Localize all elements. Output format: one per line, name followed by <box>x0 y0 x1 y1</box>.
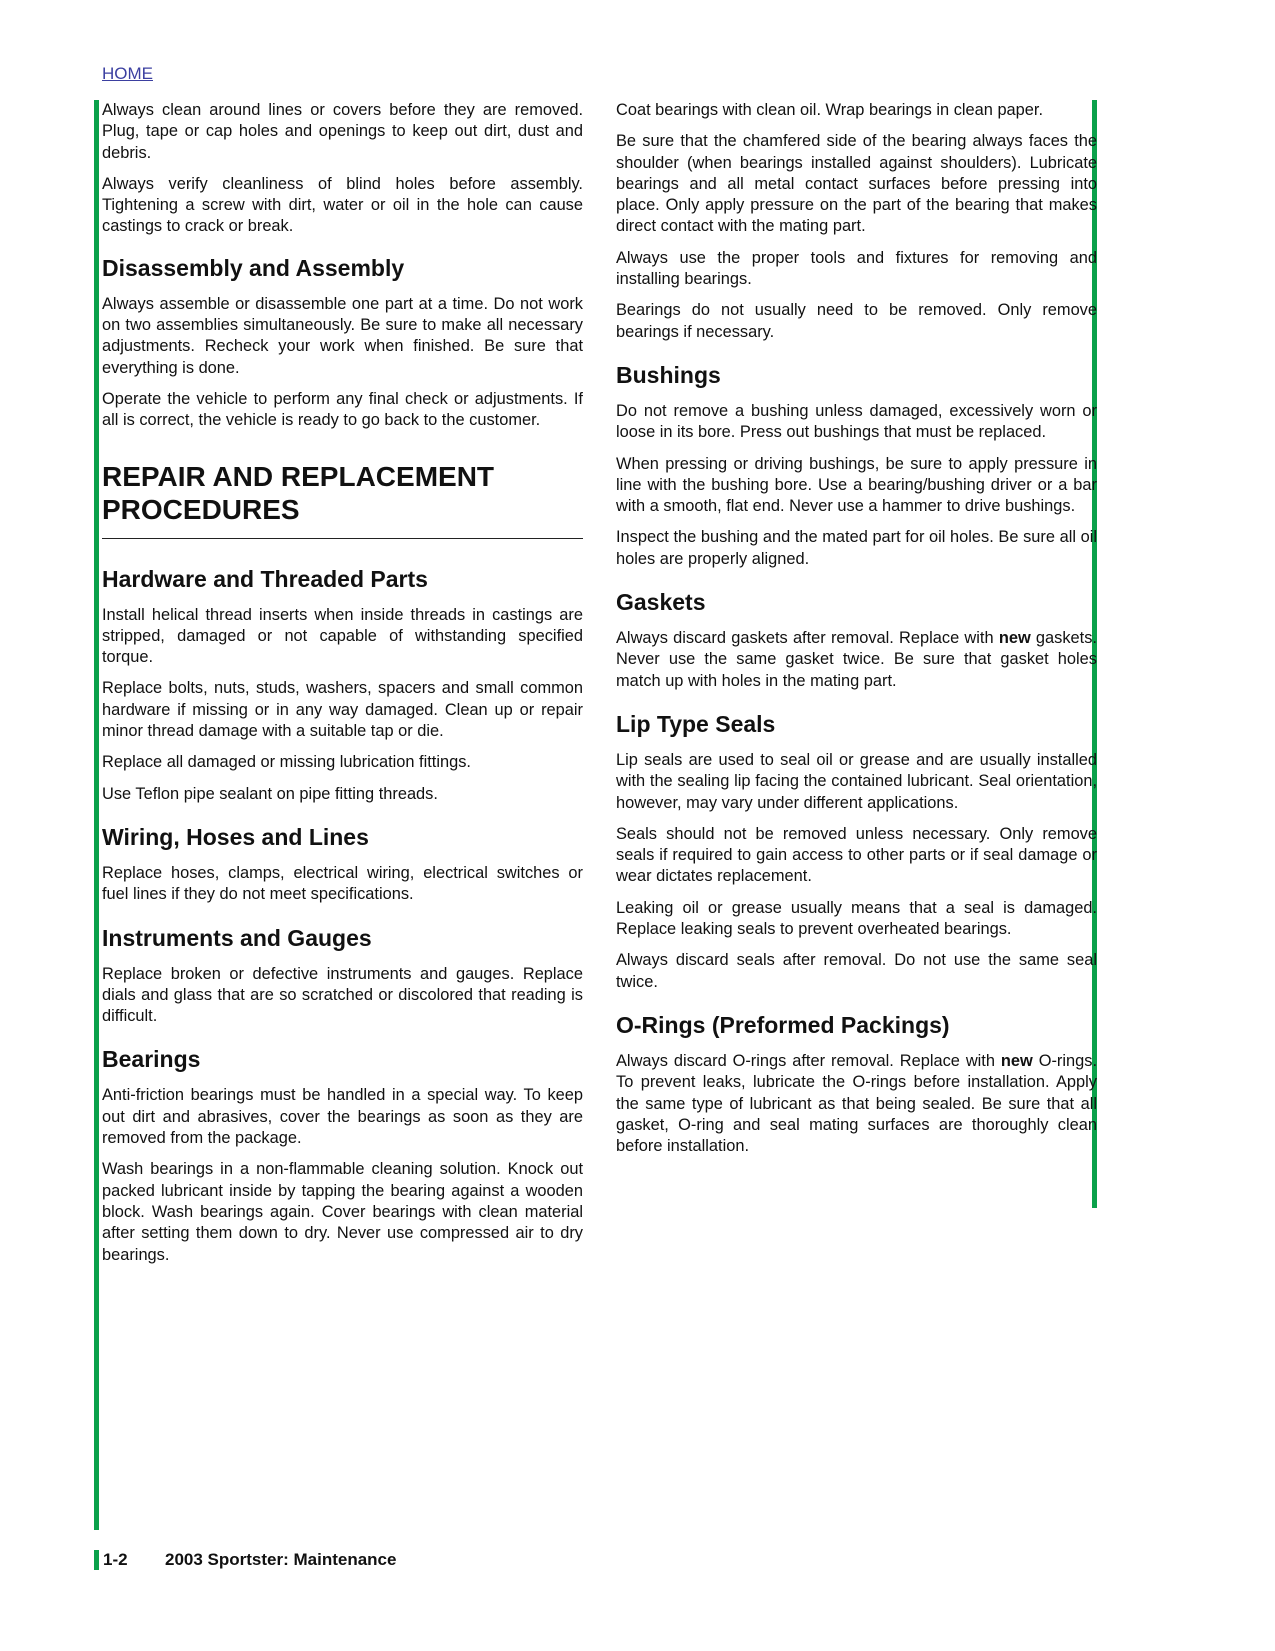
section-heading-lip-seals: Lip Type Seals <box>616 710 776 737</box>
paragraph: Always assemble or disassemble one part at a time. Do not work on two assemblies simultaneously. Be sure to make all necessary adjustments. Recheck your work when finished. Be sure that everything is done. <box>102 294 583 377</box>
text-run: Always discard O-rings after removal. Replace with <box>616 1051 1001 1070</box>
page-footer <box>103 1550 396 1570</box>
section-heading-bushings: Bushings <box>616 361 721 388</box>
text-run: Always discard gaskets after removal. Replace with <box>616 629 999 648</box>
page-number: 1-2 <box>103 1550 128 1569</box>
paragraph: Use Teflon pipe sealant on pipe fitting threads. <box>102 784 438 803</box>
section-heading-bearings: Bearings <box>102 1046 201 1073</box>
section-heading-instruments: Instruments and Gauges <box>102 924 372 951</box>
paragraph <box>616 628 1097 692</box>
paragraph: Wash bearings in a non-flammable cleaning solution. Knock out packed lubricant inside by tapping the bearing against a wooden block. Wash bearings again. Cover bearings with clean material after setting them down to dry. Never use compressed air to dry bearings. <box>102 1160 583 1264</box>
chapter-title-line: REPAIR AND REPLACEMENT <box>102 460 495 492</box>
intro-paragraph: Always clean around lines or covers before they are removed. Plug, tape or cap holes and openings to keep out dirt, dust and debris. <box>102 101 583 162</box>
intro-paragraph: Always verify cleanliness of blind holes before assembly. Tightening a screw with dirt, water or oil in the hole can cause castings to crack or break. <box>102 174 583 236</box>
paragraph: Replace all damaged or missing lubrication fittings. <box>102 753 471 772</box>
paragraph: Lip seals are used to seal oil or grease and are usually installed with the sealing lip facing the contained lubricant. Seal orientation, however, may vary under different applications. <box>616 750 1097 812</box>
paragraph: Always discard seals after removal. Do not use the same seal twice. <box>616 951 1097 991</box>
paragraph: When pressing or driving bushings, be sure to apply pressure in line with the bushing bore. Use a bearing/bushing driver or a bar with a smooth, flat end. Never use a hammer to drive bushings. <box>616 454 1097 516</box>
paragraph <box>616 1051 1097 1157</box>
paragraph: Replace bolts, nuts, studs, washers, spacers and small common hardware if missing or in any way damaged. Clean up or repair minor thread damage with a suitable tap or die. <box>102 679 583 741</box>
left-column <box>102 100 583 1276</box>
chapter-title-line: PROCEDURES <box>102 493 300 525</box>
paragraph: Coat bearings with clean oil. Wrap bearings in clean paper. <box>616 101 1044 119</box>
paragraph: Replace hoses, clamps, electrical wiring, electrical switches or fuel lines if they do not meet specifications. <box>102 863 583 904</box>
paragraph: Inspect the bushing and the mated part for oil holes. Be sure all oil holes are properly aligned. <box>616 528 1097 568</box>
paragraph: Seals should not be removed unless necessary. Only remove seals if required to gain access to other parts or if seal damage or wear dictates replacement. <box>616 824 1097 886</box>
paragraph: Always use the proper tools and fixtures for removing and installing bearings. <box>616 248 1097 289</box>
paragraph: Install helical thread inserts when inside threads in castings are stripped, damaged or not capable of withstanding specified torque. <box>102 605 583 667</box>
emphasis-new: new <box>1000 1051 1033 1070</box>
left-change-bar <box>94 100 99 1530</box>
paragraph: Anti-friction bearings must be handled in a special way. To keep out dirt and abrasives, cover the bearings as soon as they are removed from the package. <box>102 1086 583 1148</box>
section-heading-disassembly: Disassembly and Assembly <box>102 254 405 281</box>
section-heading-orings: O-Rings (Preformed Packings) <box>616 1011 950 1038</box>
section-heading-hardware: Hardware and Threaded Parts <box>102 565 428 592</box>
text-run: O-rings. To prevent leaks, lubricate the O-rings before installation. Apply the same type of lubricant as that being sealed. Be sure that all gasket, O-ring and seal mating surfaces are thoroughly clean before installation. <box>616 1051 1098 1156</box>
paragraph: Bearings do not usually need to be removed. Only remove bearings if necessary. <box>616 301 1097 341</box>
footer-title: 2003 Sportster: Maintenance <box>165 1550 397 1569</box>
paragraph: Leaking oil or grease usually means that a seal is damaged. Replace leaking seals to prevent overheated bearings. <box>616 898 1097 939</box>
footer-change-bar <box>94 1550 99 1570</box>
paragraph: Replace broken or defective instruments and gauges. Replace dials and glass that are so scratched or discolored that reading is difficult. <box>102 964 583 1026</box>
paragraph: Do not remove a bushing unless damaged, excessively worn or loose in its bore. Press out bushings that must be replaced. <box>616 401 1097 442</box>
section-heading-gaskets: Gaskets <box>616 589 706 616</box>
emphasis-new: new <box>998 629 1031 648</box>
chapter-title <box>102 460 583 539</box>
section-heading-wiring: Wiring, Hoses and Lines <box>102 823 369 850</box>
paragraph: Be sure that the chamfered side of the bearing always faces the shoulder (when bearings installed against shoulders). Lubricate bearings and all metal contact surfaces before pressing into place. Only apply pressure on the part of the bearing that makes direct contact with the mating part. <box>616 132 1097 236</box>
paragraph: Operate the vehicle to perform any final check or adjustments. If all is correct, the vehicle is ready to go back to the customer. <box>102 389 583 430</box>
right-column <box>616 100 1097 1167</box>
text-run: gaskets. Never use the same gasket twice. Be sure that gasket holes match up with holes in the mating part. <box>616 629 1097 690</box>
home-link[interactable]: HOME <box>102 64 153 83</box>
